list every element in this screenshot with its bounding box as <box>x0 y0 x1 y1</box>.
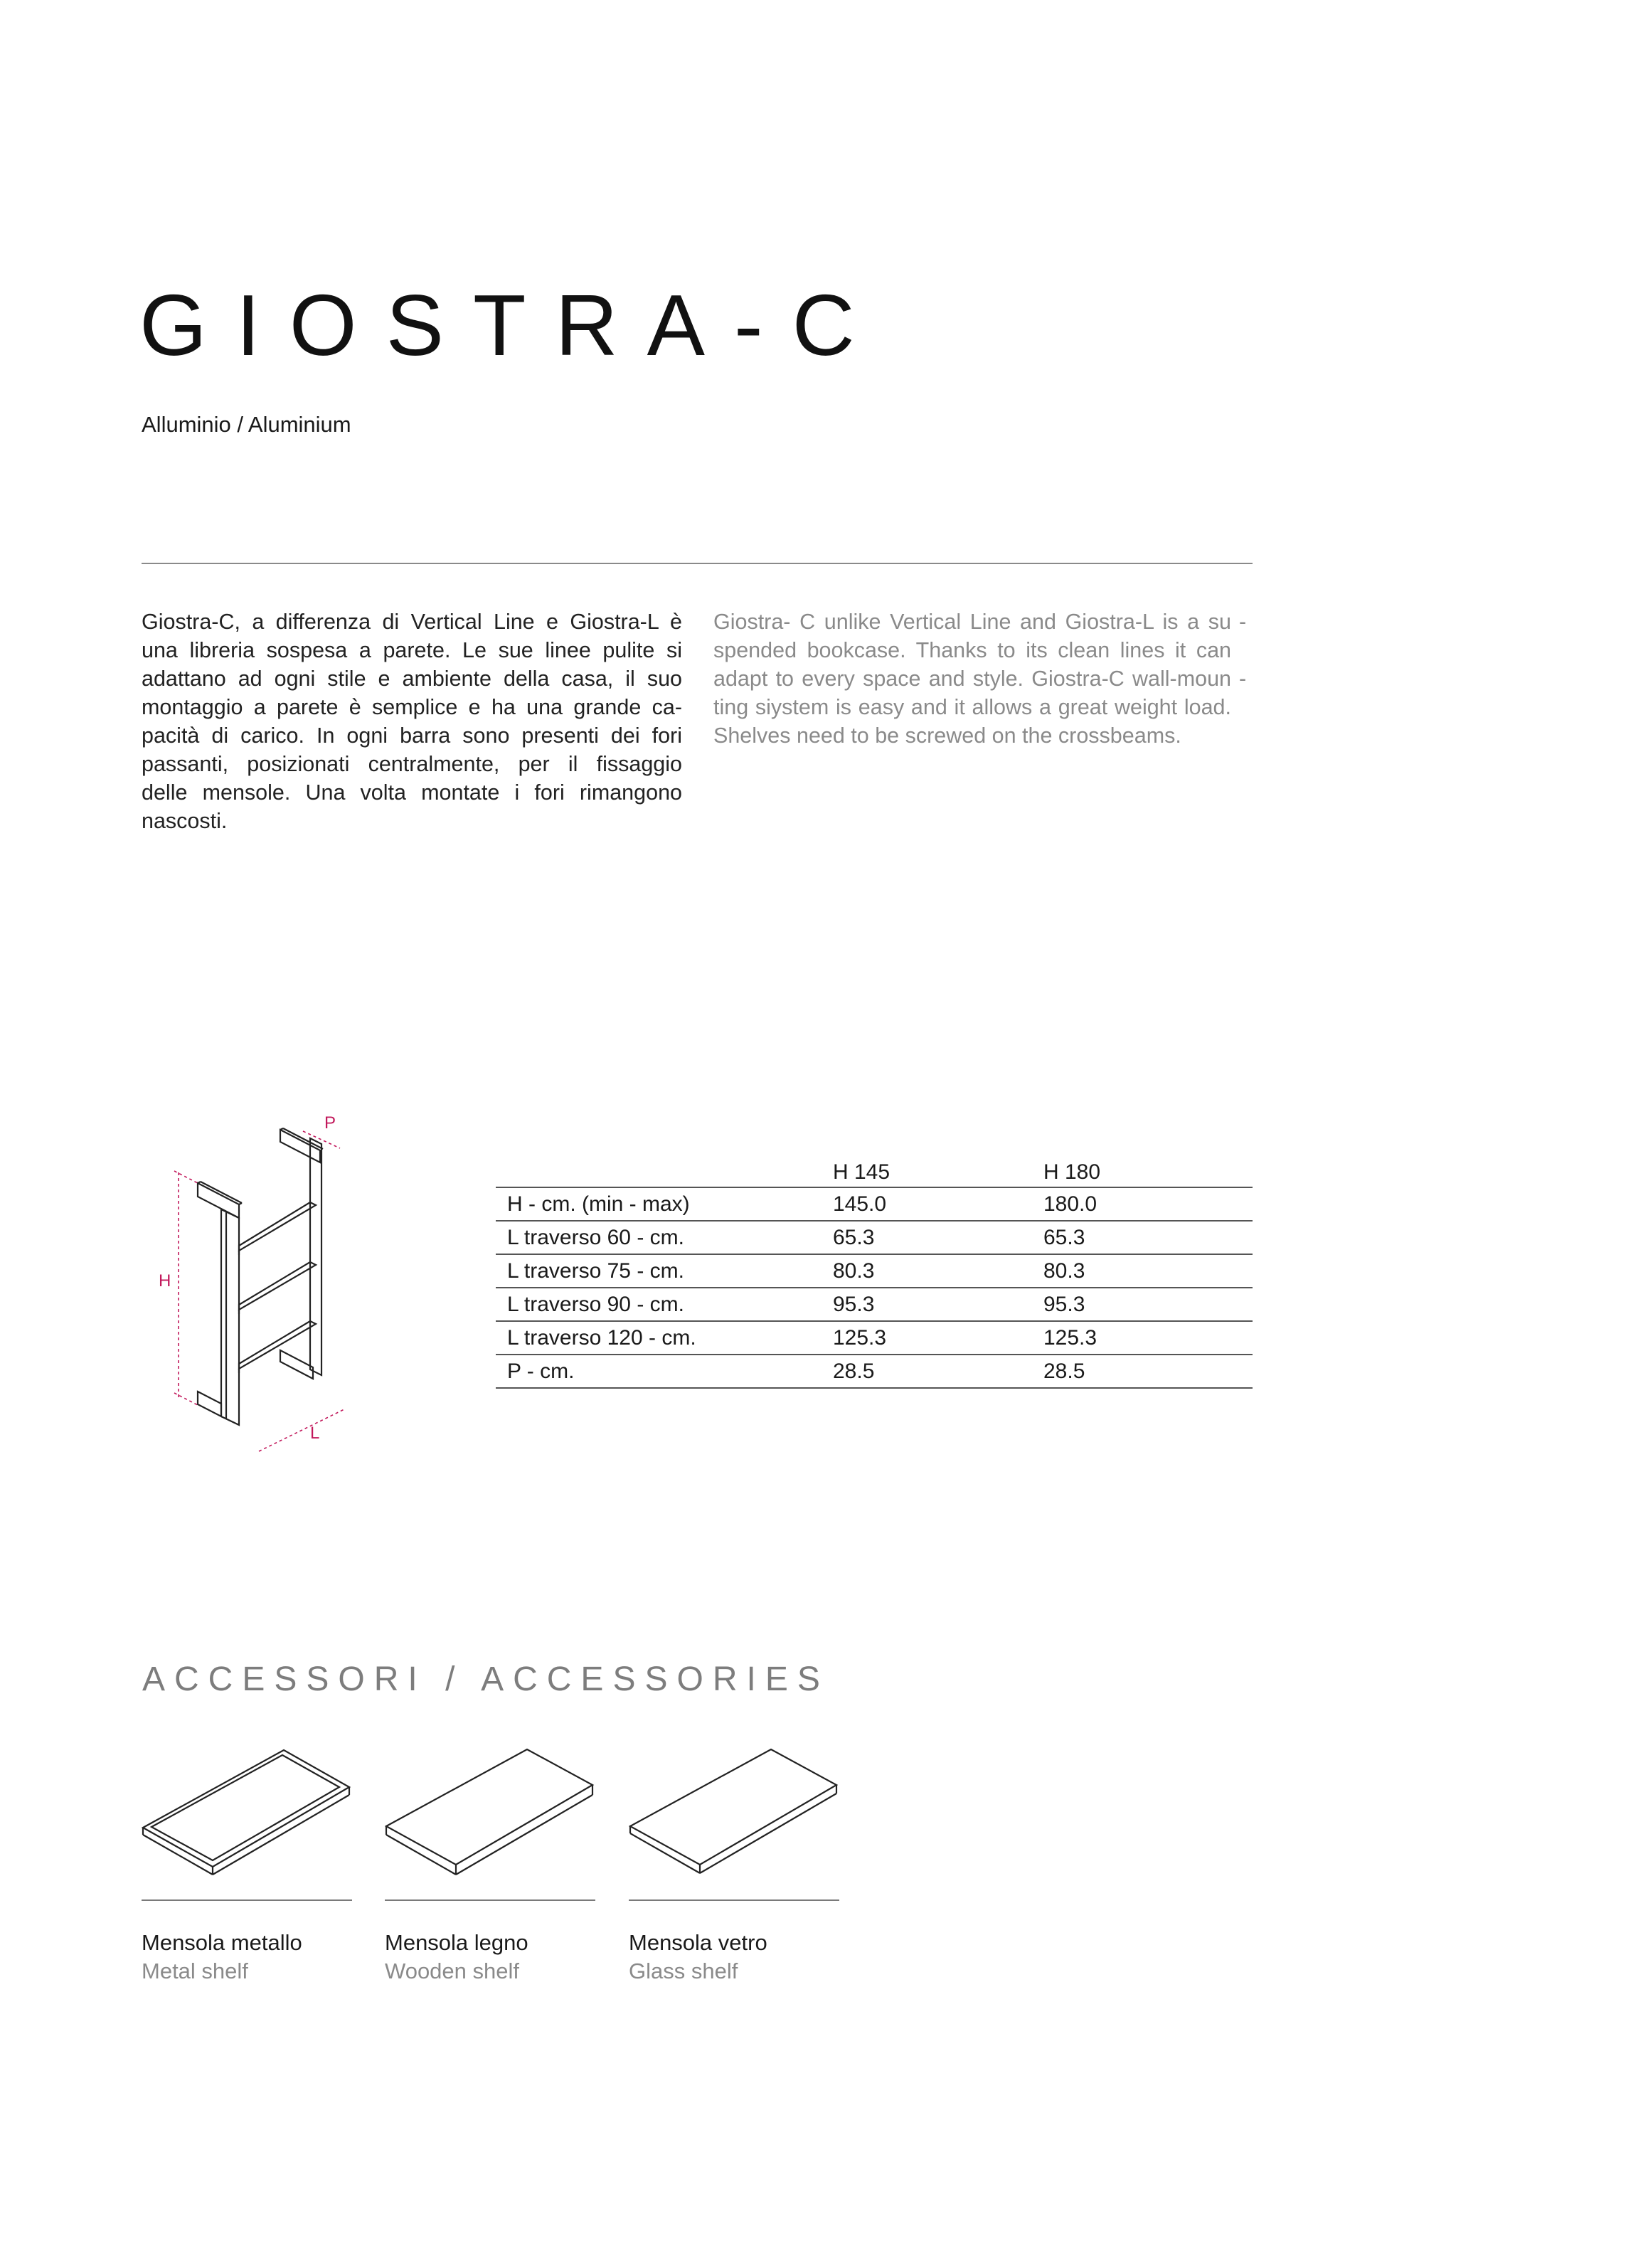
height-label: H <box>159 1271 171 1291</box>
divider <box>142 563 1253 564</box>
description-line: adapt to every space and style. Giostra-C wall-moun <box>713 667 1231 691</box>
table-cell: 125.3 <box>1043 1321 1253 1355</box>
table-cell: 95.3 <box>1043 1288 1253 1321</box>
hyphen-mark: - <box>1239 667 1247 691</box>
accessory-name: Mensola legno <box>385 1930 528 1955</box>
glass-shelf-icon <box>629 1747 839 1889</box>
table-row <box>496 1254 1253 1288</box>
table-cell: 80.3 <box>1043 1254 1253 1288</box>
table-cell: 80.3 <box>833 1254 1043 1288</box>
page-title: GIOSTRA-C <box>139 277 884 373</box>
description-line: montaggio a parete è semplice e ha una grande ca- <box>142 695 682 719</box>
table-row <box>496 1187 1253 1221</box>
accessory-glass-shelf <box>629 1747 839 1983</box>
table-row <box>496 1321 1253 1355</box>
description-line: delle mensole. Una volta montate i fori rimangono <box>142 780 682 805</box>
accessory-name-english: Wooden shelf <box>385 1959 519 1983</box>
accessory-name: Mensola vetro <box>629 1930 767 1955</box>
description-line: Shelves need to be screwed on the crossbeams. <box>713 724 1181 748</box>
accessory-wooden-shelf <box>385 1747 595 1983</box>
table-cell: L traverso 120 - cm. <box>496 1321 833 1355</box>
description-line: Giostra-C, a differenza di Vertical Line e Giostra-L è <box>142 610 682 634</box>
table-cell: 65.3 <box>833 1221 1043 1254</box>
description-line: una libreria sospesa a parete. Le sue linee pulite si <box>142 638 682 662</box>
table-cell: L traverso 75 - cm. <box>496 1254 833 1288</box>
accessory-name-english: Glass shelf <box>629 1959 738 1983</box>
table-cell: L traverso 90 - cm. <box>496 1288 833 1321</box>
table-header-row <box>496 1158 1253 1187</box>
accessory-name: Mensola metallo <box>142 1930 302 1955</box>
description-line: nascosti. <box>142 809 228 833</box>
description-line: passanti, posizionati centralmente, per il fissaggio <box>142 752 682 776</box>
description-line: ting siystem is easy and it allows a great weight load. <box>713 695 1231 719</box>
description-english <box>713 608 1231 750</box>
accessory-divider <box>385 1899 595 1901</box>
description-line: Giostra- C unlike Vertical Line and Giostra-L is a su <box>713 610 1231 634</box>
hyphen-mark: - <box>1239 610 1247 634</box>
table-row <box>496 1221 1253 1254</box>
table-cell: 28.5 <box>1043 1355 1253 1388</box>
accessory-divider <box>629 1899 839 1901</box>
length-label: L <box>310 1424 320 1443</box>
table-cell: P - cm. <box>496 1355 833 1388</box>
table-row <box>496 1288 1253 1321</box>
material-subtitle: Alluminio / Aluminium <box>142 412 351 437</box>
depth-label: P <box>324 1113 336 1133</box>
specifications-table <box>496 1158 1253 1389</box>
table-row <box>496 1355 1253 1388</box>
description-line: spended bookcase. Thanks to its clean lines it can <box>713 638 1231 662</box>
table-cell: 65.3 <box>1043 1221 1253 1254</box>
wooden-shelf-icon <box>385 1747 595 1889</box>
metal-shelf-icon <box>142 1747 352 1889</box>
table-header-cell: H 180 <box>1043 1158 1253 1187</box>
description-italian <box>142 608 682 835</box>
description-line: pacità di carico. In ogni barra sono presenti dei fori <box>142 724 682 748</box>
table-header-cell: H 145 <box>833 1158 1043 1187</box>
table-cell: 28.5 <box>833 1355 1043 1388</box>
table-header-cell <box>496 1158 833 1187</box>
table-cell: 125.3 <box>833 1321 1043 1355</box>
accessory-name-english: Metal shelf <box>142 1959 248 1983</box>
table-cell: 145.0 <box>833 1187 1043 1221</box>
table-cell: H - cm. (min - max) <box>496 1187 833 1221</box>
description-line: adattano ad ogni stile e ambiente della casa, il suo <box>142 667 682 691</box>
accessory-divider <box>142 1899 352 1901</box>
table-cell: 95.3 <box>833 1288 1043 1321</box>
accessory-metal-shelf <box>142 1747 352 1983</box>
accessories-heading: ACCESSORI / ACCESSORIES <box>142 1660 829 1698</box>
product-dimension-diagram <box>142 1106 363 1462</box>
table-cell: L traverso 60 - cm. <box>496 1221 833 1254</box>
table-cell: 180.0 <box>1043 1187 1253 1221</box>
